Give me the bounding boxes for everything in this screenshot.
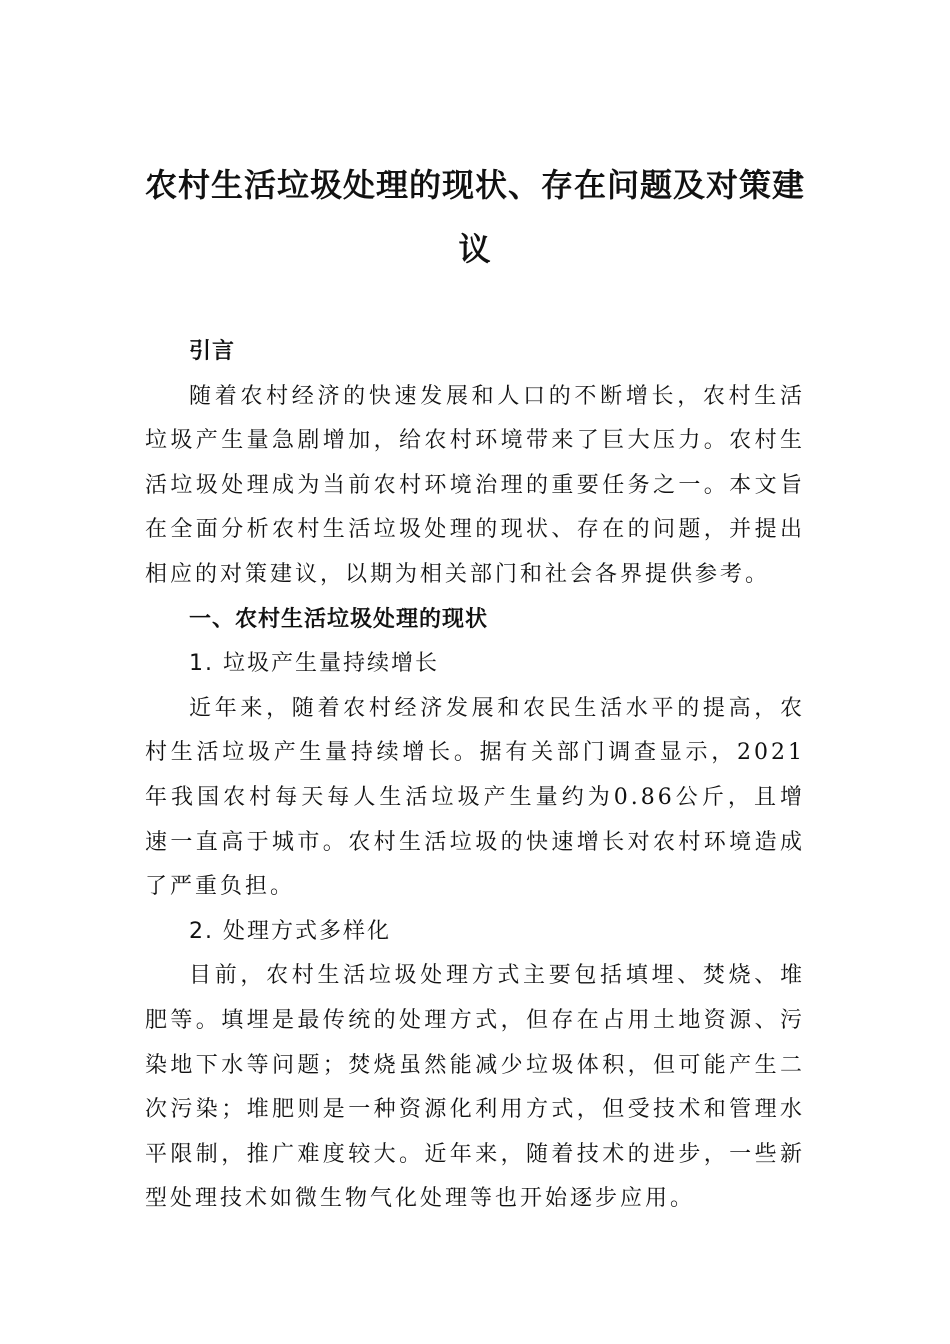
intro-paragraph: 随着农村经济的快速发展和人口的不断增长，农村生活垃圾产生量急剧增加，给农村环境带来了巨大压力。农村生活垃圾处理成为当前农村环境治理的重要任务之一。本文旨在全面分析农村生活垃圾处理的现状、存在的问题，并提出相应的对策建议，以期为相关部门和社会各界提供参考。 [145,383,805,587]
intro-heading: 引言 [189,339,236,364]
subsection-2-heading: 2. 处理方式多样化 [189,918,391,944]
subsection-1-heading: 1. 垃圾产生量持续增长 [189,651,439,677]
document-title: 农村生活垃圾处理的现状、存在问题及对策建议 [145,166,806,268]
subsection-1-paragraph: 近年来，随着农村经济发展和农民生活水平的提高，农村生活垃圾产生量持续增长。据有关部门调查显示，2021年我国农村每天每人生活垃圾产生量约为0.86公斤，且增速一直高于城市。农村生活垃圾的快速增长对农村环境造成了严重负担。 [145,695,805,900]
section-1-heading: 一、农村生活垃圾处理的现状 [189,606,489,632]
subsection-2-paragraph: 目前，农村生活垃圾处理方式主要包括填埋、焚烧、堆肥等。填埋是最传统的处理方式，但存在占用土地资源、污染地下水等问题；焚烧虽然能减少垃圾体积，但可能产生二次污染；堆肥则是一种资源化利用方式，但受技术和管理水平限制，推广难度较大。近年来，随着技术的进步，一些新型处理技术如微生物气化处理等也开始逐步应用。 [145,963,805,1212]
document-body [145,330,805,1222]
